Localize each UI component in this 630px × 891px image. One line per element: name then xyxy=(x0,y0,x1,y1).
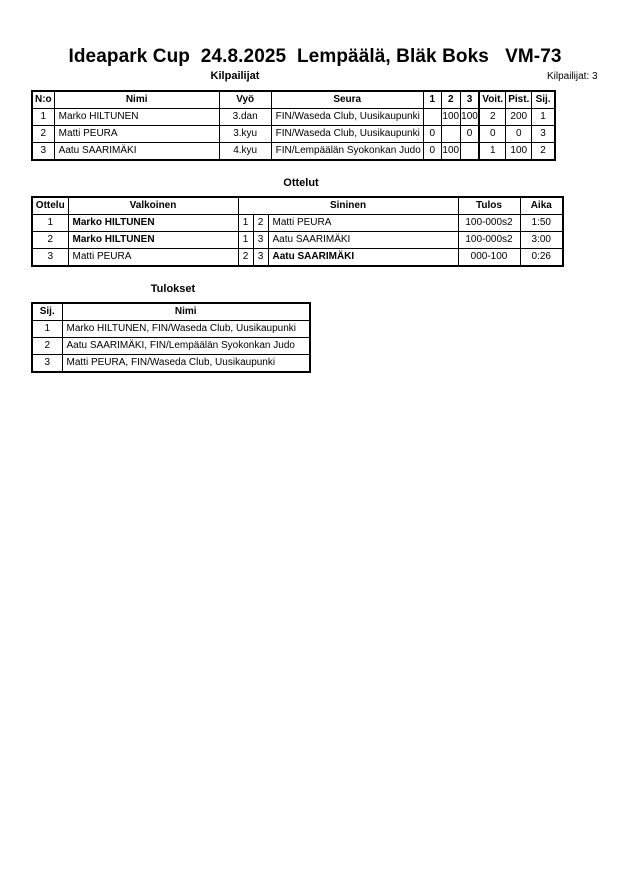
participant-name: Matti PEURA xyxy=(54,126,219,143)
table-row xyxy=(32,126,555,143)
participant-wins: 1 xyxy=(479,143,505,161)
participants-table xyxy=(31,90,556,161)
match-white-no: 1 xyxy=(238,215,253,232)
participant-no: 1 xyxy=(32,109,54,126)
col-points: Pist. xyxy=(506,91,532,109)
participant-club: FIN/Waseda Club, Uusikaupunki xyxy=(271,109,423,126)
matches-heading: Ottelut xyxy=(283,177,319,189)
match-result: 100-000s2 xyxy=(458,215,520,232)
participant-rank: 1 xyxy=(532,109,555,126)
participant-score-3 xyxy=(460,143,479,161)
col-belt: Vyö xyxy=(219,91,271,109)
match-no: 2 xyxy=(32,232,68,249)
table-row xyxy=(32,355,310,373)
result-rank: 3 xyxy=(32,355,62,373)
participant-score-1 xyxy=(423,109,441,126)
result-name: Matti PEURA, FIN/Waseda Club, Uusikaupunki xyxy=(62,355,310,373)
match-white: Marko HILTUNEN xyxy=(68,232,238,249)
table-row xyxy=(32,232,563,249)
table-row xyxy=(32,109,555,126)
participant-score-2 xyxy=(441,126,460,143)
match-white-no: 1 xyxy=(238,232,253,249)
participant-score-2: 100 xyxy=(441,109,460,126)
participant-rank: 2 xyxy=(532,143,555,161)
match-blue: Aatu SAARIMÄKI xyxy=(268,249,458,267)
participant-belt: 3.kyu xyxy=(219,126,271,143)
match-no: 1 xyxy=(32,215,68,232)
result-name: Marko HILTUNEN, FIN/Waseda Club, Uusikaupunki xyxy=(62,321,310,338)
result-name: Aatu SAARIMÄKI, FIN/Lempäälän Syokonkan Judo xyxy=(62,338,310,355)
col-score-2: 2 xyxy=(441,91,460,109)
participant-name: Marko HILTUNEN xyxy=(54,109,219,126)
match-white-no: 2 xyxy=(238,249,253,267)
participant-points: 200 xyxy=(506,109,532,126)
match-white: Marko HILTUNEN xyxy=(68,215,238,232)
match-time: 3:00 xyxy=(520,232,563,249)
col-no: N:o xyxy=(32,91,54,109)
results-table xyxy=(31,302,311,373)
match-time: 0:26 xyxy=(520,249,563,267)
col-white: Valkoinen xyxy=(68,197,238,215)
match-no: 3 xyxy=(32,249,68,267)
match-time: 1:50 xyxy=(520,215,563,232)
participant-name: Aatu SAARIMÄKI xyxy=(54,143,219,161)
col-score-1: 1 xyxy=(423,91,441,109)
match-white: Matti PEURA xyxy=(68,249,238,267)
col-result-name: Nimi xyxy=(62,303,310,321)
participant-belt: 3.dan xyxy=(219,109,271,126)
col-result: Tulos xyxy=(458,197,520,215)
participant-wins: 0 xyxy=(479,126,505,143)
col-time: Aika xyxy=(520,197,563,215)
col-rank: Sij. xyxy=(532,91,555,109)
match-blue-no: 2 xyxy=(253,215,268,232)
table-row xyxy=(32,321,310,338)
col-match-no: Ottelu xyxy=(32,197,68,215)
match-blue: Aatu SAARIMÄKI xyxy=(268,232,458,249)
page-title: Ideapark Cup 24.8.2025 Lempäälä, Bläk Boks VM-73 xyxy=(68,46,562,67)
col-blue: Sininen xyxy=(238,197,458,215)
result-rank: 1 xyxy=(32,321,62,338)
results-heading: Tulokset xyxy=(150,283,196,295)
col-club: Seura xyxy=(271,91,423,109)
participants-heading: Kilpailijat xyxy=(210,70,260,82)
participant-score-3: 100 xyxy=(460,109,479,126)
participant-no: 3 xyxy=(32,143,54,161)
match-result: 100-000s2 xyxy=(458,232,520,249)
table-row xyxy=(32,249,563,267)
participant-no: 2 xyxy=(32,126,54,143)
match-blue: Matti PEURA xyxy=(268,215,458,232)
col-name: Nimi xyxy=(54,91,219,109)
participant-club: FIN/Waseda Club, Uusikaupunki xyxy=(271,126,423,143)
match-result: 000-100 xyxy=(458,249,520,267)
participant-score-2: 100 xyxy=(441,143,460,161)
col-result-rank: Sij. xyxy=(32,303,62,321)
participant-points: 0 xyxy=(506,126,532,143)
results-header-row xyxy=(32,303,310,321)
participant-belt: 4.kyu xyxy=(219,143,271,161)
participant-points: 100 xyxy=(506,143,532,161)
participant-score-1: 0 xyxy=(423,126,441,143)
col-score-3: 3 xyxy=(460,91,479,109)
participant-score-1: 0 xyxy=(423,143,441,161)
table-row xyxy=(32,143,555,161)
participants-header-row xyxy=(32,91,555,109)
col-wins: Voit. xyxy=(479,91,505,109)
participant-score-3: 0 xyxy=(460,126,479,143)
table-row xyxy=(32,215,563,232)
participant-count: Kilpailijat: 3 xyxy=(547,71,598,82)
match-blue-no: 3 xyxy=(253,232,268,249)
result-rank: 2 xyxy=(32,338,62,355)
participant-wins: 2 xyxy=(479,109,505,126)
matches-table xyxy=(31,196,564,267)
participant-rank: 3 xyxy=(532,126,555,143)
match-blue-no: 3 xyxy=(253,249,268,267)
participant-club: FIN/Lempäälän Syokonkan Judo xyxy=(271,143,423,161)
table-row xyxy=(32,338,310,355)
matches-header-row xyxy=(32,197,563,215)
